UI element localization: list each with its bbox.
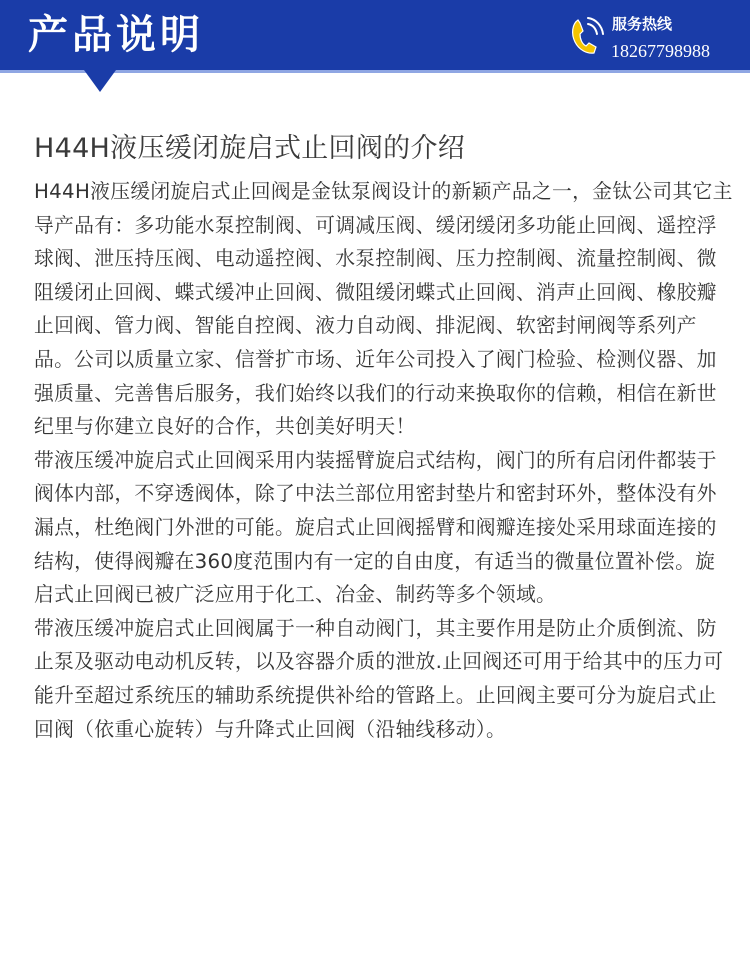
phone-icon bbox=[568, 16, 604, 56]
hotline-number: 18267798988 bbox=[611, 41, 710, 61]
article-heading: H44H液压缓闭旋启式止回阀的介绍 bbox=[34, 133, 466, 164]
banner-pointer bbox=[84, 70, 116, 92]
hotline-label: 服务热线 bbox=[612, 15, 673, 33]
article-paragraph: H44H液压缓闭旋启式止回阀是金钛泵阀设计的新颖产品之一，金钛公司其它主导产品有：多功能水泵控制阀、可调减压阀、缓闭缓闭多功能止回阀、遥控浮球阀、泄压持压阀、电动遥控阀、水泵控制阀、压力控制阀、流量控制阀、微阻缓闭止回阀、蝶式缓冲止回阀、微阻缓闭蝶式止回阀、消声止回阀、橡胶瓣止回阀、管力阀、智能自控阀、液力自动阀、排泥阀、软密封闸阀等系列产品。公司以质量立家、信誉扩市场、近年公司投入了阀门检验、检测仪器、加强质量、完善售后服务，我们始终以我们的行动来换取你的信赖，相信在新世纪里与你建立良好的合作，共创美好明天！ bbox=[34, 180, 733, 439]
article-paragraph: 带液压缓冲旋启式止回阀属于一种自动阀门，其主要作用是防止介质倒流、防止泵及驱动电动机反转，以及容器介质的泄放.止回阀还可用于给其中的压力可能升至超过系统压的辅助系统提供补给的管路上。止回阀主要可分为旋启式止回阀（依重心旋转）与升降式止回阀（沿轴线移动）。 bbox=[34, 616, 724, 741]
article bbox=[34, 128, 734, 746]
header-banner bbox=[0, 0, 750, 70]
banner-title: 产品说明 bbox=[28, 12, 204, 58]
article-paragraph: 带液压缓冲旋启式止回阀采用内装摇臂旋启式结构，阀门的所有启闭件都装于阀体内部，不穿透阀体，除了中法兰部位用密封垫片和密封环外，整体没有外漏点，杜绝阀门外泄的可能。旋启式止回阀摇臂和阀瓣连接处采用球面连接的结构，使得阀瓣在360度范围内有一定的自由度，有适当的微量位置补偿。旋启式止回阀已被广泛应用于化工、冶金、制药等多个领域。 bbox=[34, 448, 717, 607]
